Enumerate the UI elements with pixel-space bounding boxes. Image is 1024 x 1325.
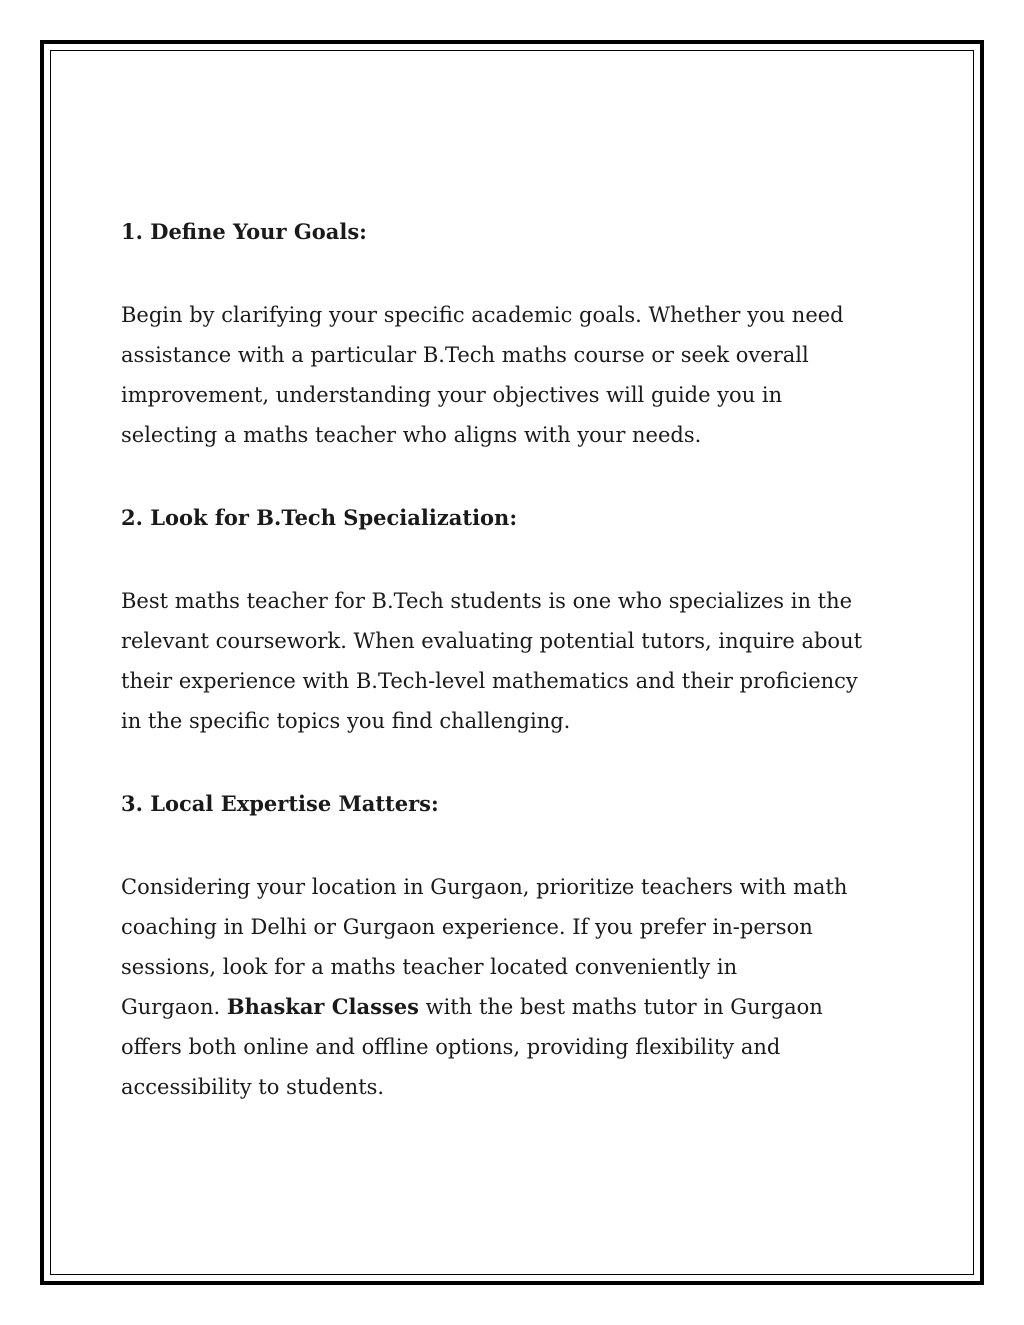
text-line: assistance with a particular B.Tech maths course or seek overall <box>121 343 809 367</box>
text-line: relevant coursework. When evaluating potential tutors, inquire about <box>121 629 863 653</box>
text-line: in the specific topics you find challenging. <box>121 709 571 733</box>
section-paragraph-local-expertise <box>121 867 901 1107</box>
text-line: accessibility to students. <box>121 1075 385 1099</box>
section-heading-goals: 1. Define Your Goals: <box>121 219 367 244</box>
text-segment: with the best maths tutor in Gurgaon <box>418 995 823 1019</box>
text-line: improvement, understanding your objectives will guide you in <box>121 383 783 407</box>
text-line: Begin by clarifying your specific academic goals. Whether you need <box>121 303 844 327</box>
section-paragraph-specialization <box>121 581 901 741</box>
text-line: selecting a maths teacher who aligns with your needs. <box>121 423 702 447</box>
text-segment: Gurgaon. <box>121 995 227 1019</box>
text-line-mixed <box>121 987 901 1027</box>
text-line: sessions, look for a maths teacher located conveniently in <box>121 955 738 979</box>
text-line: Considering your location in Gurgaon, prioritize teachers with math <box>121 875 848 899</box>
section-paragraph-goals <box>121 295 901 455</box>
brand-name-bhaskar-classes: Bhaskar Classes <box>226 994 419 1019</box>
section-heading-specialization: 2. Look for B.Tech Specialization: <box>121 505 518 530</box>
document-body <box>121 212 901 1107</box>
text-line: their experience with B.Tech-level mathematics and their proficiency <box>121 669 858 693</box>
text-line: Best maths teacher for B.Tech students is one who specializes in the <box>121 589 853 613</box>
section-heading-local-expertise: 3. Local Expertise Matters: <box>121 791 439 816</box>
text-line: offers both online and offline options, providing flexibility and <box>121 1035 781 1059</box>
text-line: coaching in Delhi or Gurgaon experience. If you prefer in-person <box>121 915 813 939</box>
